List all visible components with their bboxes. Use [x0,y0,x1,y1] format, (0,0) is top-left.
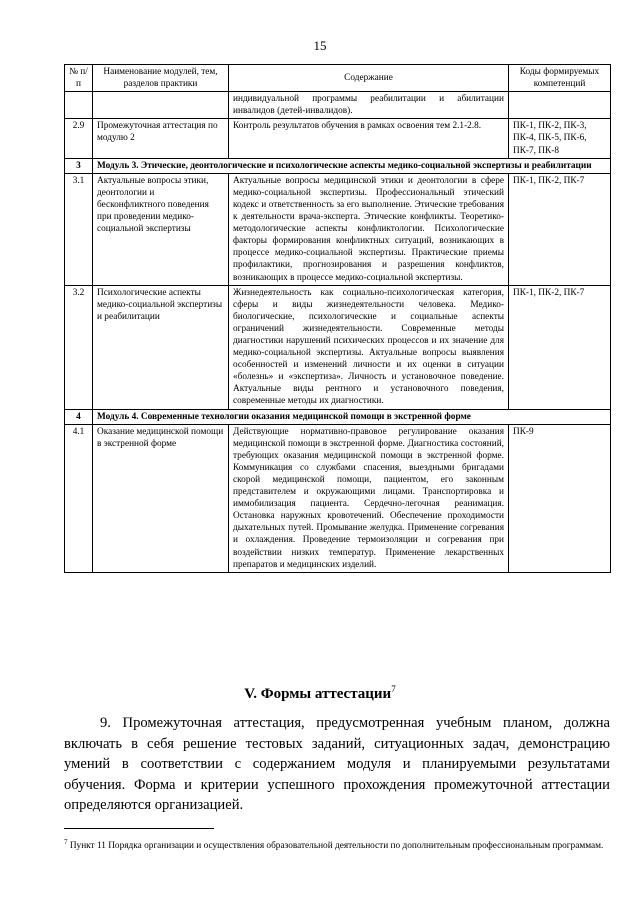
program-table [64,64,611,573]
row-content: Действующие нормативно-правовое регулирование оказания медицинской помощи в экстренной форме. Диагностика состояний, требующих оказания медицинской помощи в экстренной форме. Коммуникация со службами спасения, выездными бригадами скорой медицинской помощи, пациентом, его законным представителем и окружающими лицами. Транспортировка и иммобилизация пациента. Сердечно-легочная реанимация. Остановка наружных кровотечений. Обеспечение проходимости дыхательных путей. Промывание желудка. Применение согревания и охлаждения. Проведение термоизоляции и согревания при воздействии низких температур. Применение лекарственных препаратов и медицинских изделий. [229,424,509,572]
header-content: Содержание [229,65,509,92]
body-paragraph: 9. Промежуточная аттестация, предусмотренная учебным планом, должна включать в себя решение тестовых заданий, ситуационных задач, демонстрацию умений в соответствии с содержанием модуля и планируемыми результатами обучения. Форма и критерии успешного прохождения промежуточной аттестации определяются организацией. [64,715,610,813]
footnote-divider [64,828,214,829]
row-codes: ПК-1, ПК-2, ПК-7 [509,285,611,409]
row-name: Оказание медицинской помощи в экстренной форме [93,424,229,572]
table-row [65,424,611,572]
row-name: Промежуточная аттестация по модулю 2 [93,119,229,158]
table-row [65,92,611,119]
header-codes: Коды формируемых компетенций [509,65,611,92]
row-codes: ПК-9 [509,424,611,572]
module-row [65,409,611,424]
page-number: 15 [313,38,327,53]
row-codes: ПК-1, ПК-2, ПК-3, ПК-4, ПК-5, ПК-6, ПК-7, ПК-8 [509,119,611,158]
header-name: Наименование модулей, тем, разделов практики [93,65,229,92]
footnote-mark: 7 [64,838,68,846]
footnote [64,836,610,853]
table-header-row [65,65,611,92]
module-title: Модуль 3. Этические, деонтологические и психологические аспекты медико-социальной экспертизы и реабилитации [93,158,611,173]
row-name: Актуальные вопросы этики, деонтологии и бесконфликтного поведения при проведении медико-социальной экспертизы [93,173,229,285]
row-num: 4.1 [65,424,93,572]
module-num: 4 [65,409,93,424]
module-row [65,158,611,173]
header-num: № п/п [65,65,93,92]
section-title-text: V. Формы аттестации [244,686,392,702]
module-num: 3 [65,158,93,173]
table-row [65,173,611,285]
section-title [0,684,640,703]
footnote-text: Пункт 11 Порядка организации и осуществления образовательной деятельности по дополнительным профессиональным программам. [69,841,604,852]
row-content: Жизнедеятельность как социально-психологическая категория, сферы и виды жизнедеятельности человека. Медико-биологические, психологические и социальные аспекты ограничений жизнедеятельности. Современные методы диагностики нарушений психических процессов и их значение для медико-социальной экспертизы. Актуальные вопросы выявления особенностей и изменений личности и их оценки в ситуации «болезнь» и «экспертиза». Личность и установочное поведение. Актуальные виды рентного и установочного поведения, современные методы их диагностики. [229,285,509,409]
row-num: 3.2 [65,285,93,409]
row-num: 3.1 [65,173,93,285]
row-content: Актуальные вопросы медицинской этики и деонтологии в сфере медико-социальной экспертизы. Профессиональный этический кодекс и ответственность за его выполнение. Этические требования к деятельности врача-эксперта. Этические конфликты. Теоретико-методологические аспекты конфликтологии. Психологические факторы формирования конфликтных ситуаций, возникающих в процессе медико-социальной экспертизы. Практические приемы профилактики, прогнозирования и разрешения конфликтов, возникающих в процессе медико-социальной экспертизы. [229,173,509,285]
row-content: Контроль результатов обучения в рамках освоения тем 2.1-2.8. [229,119,509,158]
module-title: Модуль 4. Современные технологии оказания медицинской помощи в экстренной форме [93,409,611,424]
continuation-content: индивидуальной программы реабилитации и абилитации инвалидов (детей-инвалидов). [229,92,509,119]
table-row [65,119,611,158]
row-codes: ПК-1, ПК-2, ПК-7 [509,173,611,285]
footnote-reference: 7 [391,684,396,694]
row-num: 2.9 [65,119,93,158]
table-row [65,285,611,409]
row-name: Психологические аспекты медико-социальной экспертизы и реабилитации [93,285,229,409]
